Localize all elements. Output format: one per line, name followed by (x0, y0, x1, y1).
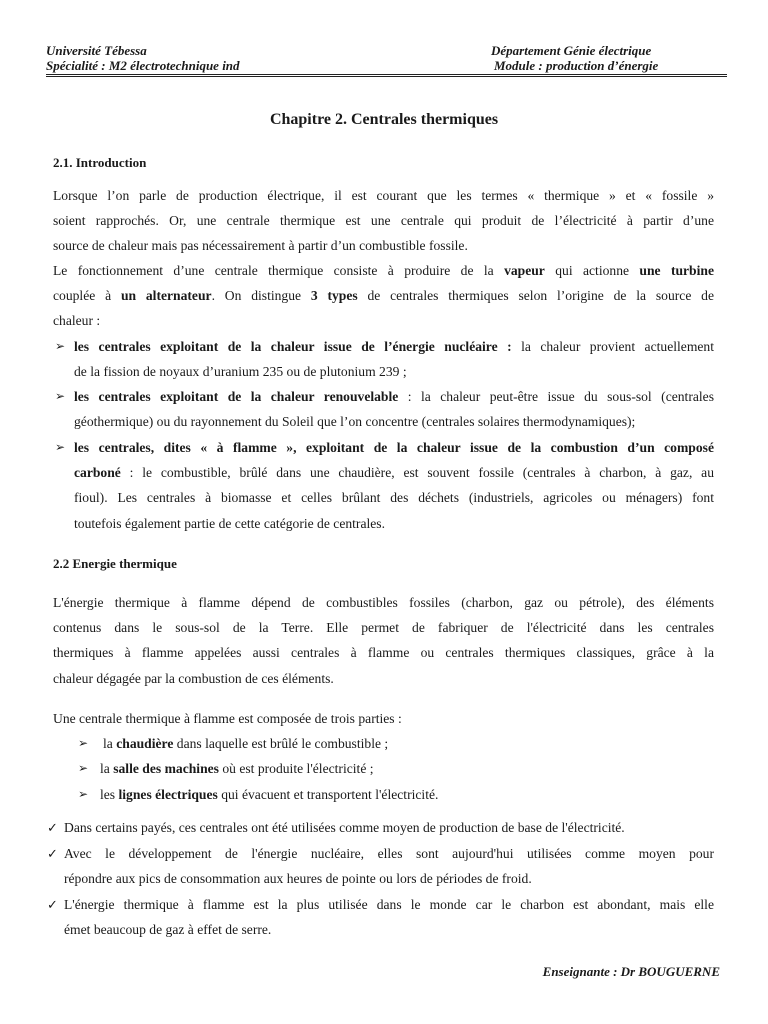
keyword-vapeur: vapeur (504, 263, 545, 278)
check-item-base-production: Dans certains payés, ces centrales ont été utilisées comme moyen de production de base de l'électricité. (64, 820, 625, 835)
checkmark-icon: ✓ (47, 897, 58, 912)
intro-p1-line-2: soient rapprochés. Or, une centrale thermique est une centrale qui produit de l’électricité à partir d’une (53, 213, 714, 229)
intro-p2-line-2: couplée à un alternateur. On distingue 3 types de centrales thermiques selon l’origine de la source de (53, 288, 714, 304)
section-title-energie-thermique: 2.2 Energie thermique (53, 556, 177, 571)
header-university: Université Tébessa (46, 43, 147, 58)
bullet-flame: les centrales, dites « à flamme », exploitant de la chaleur issue de la combustion d’un composé carboné : le combustible, brûlé dans une chaudière, est souvent fossile (centrales à charbon, à gaz, au fioul). Les centrales à biomasse et celles brûlant des déchets (industriels, agricoles ou ménagers) font toutefois également partie de cette catégorie de centrales. (74, 440, 714, 531)
part-chaudiere: la chaudière dans laquelle est brûlé le combustible ; (103, 736, 389, 751)
part-lignes-electriques: les lignes électriques qui évacuent et transportent l'électricité. (100, 787, 439, 802)
arrowhead-bullet-icon: ➢ (78, 736, 89, 750)
energy-paragraph-1: L'énergie thermique à flamme dépend de combustibles fossiles (charbon, gaz ou pétrole), des éléments contenus dans le sous-sol de la Terre. Elle permet de fabriquer de l'électricité dans les centrales thermiques à flamme appelées aussi centrales à flamme ou centrales thermiques classiques, grâce à la chaleur dégagée par la combustion de ces éléments. (53, 595, 714, 686)
keyword-turbine: une turbine (639, 263, 714, 278)
arrowhead-bullet-icon: ➢ (55, 440, 66, 454)
intro-p1-line-1: Lorsque l’on parle de production électrique, il est courant que les termes « thermique » et « fossile » (53, 188, 714, 203)
keyword-3-types: 3 types (310, 288, 358, 304)
intro-p2-line-3: chaleur : (53, 313, 101, 329)
part-salle-des-machines: la salle des machines où est produite l'électricité ; (100, 761, 374, 776)
chapter-title: Chapitre 2. Centrales thermiques (269, 111, 499, 128)
header-specialty: Spécialité : M2 électrotechnique ind (46, 58, 240, 73)
arrowhead-bullet-icon: ➢ (78, 761, 89, 775)
arrowhead-bullet-icon: ➢ (55, 339, 66, 353)
check-item-most-used: L'énergie thermique à flamme est la plus utilisée dans le monde car le charbon est abondant, mais elle émet beaucoup de gaz à effet de serre. (64, 897, 714, 938)
intro-p2-line-1: Le fonctionnement d’une centrale thermique consiste à produire de la vapeur qui actionne une turbine (53, 263, 714, 278)
intro-p1-line-3: source de chaleur mais pas nécessairement à partir d’un combustible fossile. (53, 238, 468, 254)
checkmark-icon: ✓ (47, 846, 58, 861)
section-title-introduction: 2.1. Introduction (53, 155, 147, 170)
header-rule-top (46, 74, 727, 75)
header-department: Département Génie électrique (491, 43, 652, 58)
bullet-nuclear: les centrales exploitant de la chaleur issue de l’énergie nucléaire : la chaleur provient actuellement de la fission de noyaux d’uranium 235 ou de plutonium 239 ; (74, 339, 714, 380)
arrowhead-bullet-icon: ➢ (78, 787, 89, 801)
checkmark-icon: ✓ (47, 820, 58, 835)
header-rule-bottom (46, 76, 727, 77)
intro-paragraph-2 (53, 258, 714, 334)
check-item-nuclear-development: Avec le développement de l'énergie nucléaire, elles sont aujourd'hui utilisées comme moyen pour répondre aux pics de consommation aux heures de pointe ou lors de périodes de froid. (64, 846, 714, 887)
footer-teacher: Enseignante : Dr BOUGUERNE (542, 964, 720, 979)
intro-paragraph-1 (53, 183, 714, 259)
header-module: Module : production d’énergie (494, 58, 659, 73)
arrowhead-bullet-icon: ➢ (55, 389, 66, 403)
keyword-alternateur: un alternateur (120, 288, 212, 304)
bullet-renewable: les centrales exploitant de la chaleur renouvelable : la chaleur peut-être issue du sous-sol (centrales géothermique) ou du rayonnement du Soleil que l’on concentre (centrales solaires thermodynamiques); (74, 389, 714, 430)
energy-paragraph-2: Une centrale thermique à flamme est composée de trois parties : (53, 711, 402, 726)
